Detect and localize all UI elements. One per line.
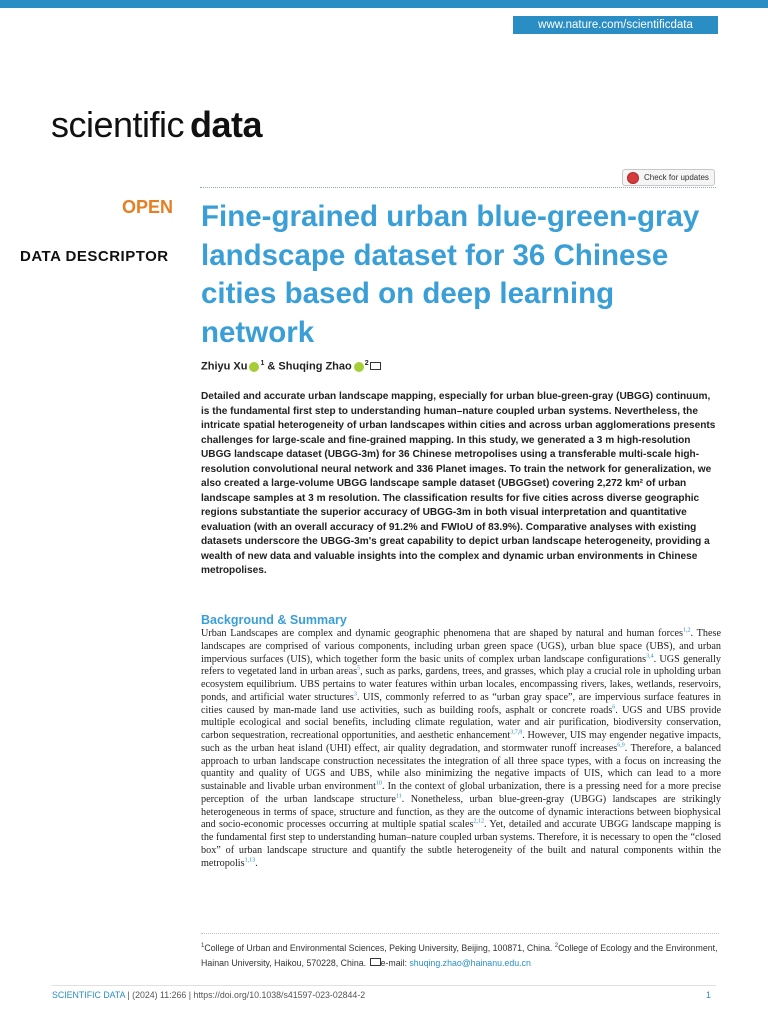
body-text-run: . Yet, detailed and accurate UBGG landscape mapping is the fundamental first step to understanding human–nature coupled urban systems. Therefore, it is necessary to open the “closed box” of urban landscape structure and quantify the subtle heterogeneity of the built and natural components within the metropolis	[201, 819, 721, 869]
body-paragraph	[201, 628, 721, 870]
footer-journal-word: DATA	[103, 990, 125, 1000]
body-text-run: , such as parks, gardens, trees, and grasses, which play a crucial role in upholding urban ecosystem equilibrium. UBS pertains to water features within urban locales, encompassing rivers, lakes, wetlands, reservoirs, ponds, and artificial water structures	[201, 666, 721, 703]
journal-url-link[interactable]: www.nature.com/scientificdata	[513, 16, 718, 34]
citation-ref[interactable]: 2,12	[473, 818, 484, 825]
body-text-run: . However, UIS may engender negative impacts, such as the urban heat island (UHI) effect, air quality degradation, and stormwater runoff increases	[201, 730, 721, 754]
email-icon	[370, 958, 381, 966]
footer-doi[interactable]: | (2024) 11:266 | https://doi.org/10.1038/s41597-023-02844-2	[125, 990, 366, 1000]
affiliation-divider	[201, 933, 719, 934]
affiliation-1: College of Urban and Environmental Sciences, Peking University, Beijing, 100871, China.	[204, 942, 555, 953]
check-for-updates-button[interactable]	[622, 169, 715, 186]
citation-ref[interactable]: 3,4	[646, 653, 654, 660]
citation-ref[interactable]: 3	[353, 691, 357, 698]
author-name[interactable]: Shuqing Zhao	[278, 360, 352, 373]
section-heading: Background & Summary	[201, 613, 347, 627]
citation-ref[interactable]: 10	[375, 780, 382, 787]
body-text-run: . UGS generally refers to vegetated land in urban areas	[201, 653, 722, 678]
body-text-run: . UIS, commonly referred to as “urban gray space”, are impervious surface features in cities caused by man-made land use activities, such as building roofs, asphalt or concrete roads	[201, 691, 721, 716]
logo-word-scientific: scientific	[51, 104, 185, 145]
abstract: Detailed and accurate urban landscape mapping, especially for urban blue-green-gray (UBGG) continuum, is the fundamental first step to understanding human–nature coupled urban systems. Nevertheless, the intricate spatial heterogeneity of urban landscapes within cities and across urban agglomerations presents challenges for large-scale and fine-grained mapping. In this study, we generated a 3 m high-resolution UBGG landscape dataset (UBGG-3m) for 36 Chinese metropolises using a transferable multi-scale high-resolution convolutional neural network and 336 Planet images. To train the network for generalization, we also created a large-volume UBGG landscape sample dataset (UBGGset) covering 2,272 km² of urban landscape samples at 3 m resolution. The classification results for five cities across diverse geographic regions substantiate the superior accuracy of UBGG-3m in both visual interpretation and quantitative evaluation (with an overall accuracy of 91.2% and FWIoU of 83.9%). Comparative analyses with existing datasets underscore the UBGG-3m's great capability to depict urban landscape heterogeneity, providing a wealth of new data and valuable insights into the complex and dynamic urban environments in Chinese metropolises.	[201, 391, 716, 576]
author-list	[201, 360, 381, 373]
journal-logo	[51, 104, 262, 146]
email-label: e-mail:	[380, 958, 410, 969]
orcid-icon[interactable]	[354, 362, 364, 372]
footer-divider	[52, 985, 716, 986]
check-updates-icon	[627, 172, 639, 184]
affiliation-number: 1	[201, 943, 205, 949]
author-affiliation-ref: 2	[364, 360, 369, 367]
open-access-label: OPEN	[122, 197, 174, 217]
article-type-label: DATA DESCRIPTOR	[20, 248, 169, 265]
email-link[interactable]: shuqing.zhao@hainanu.edu.cn	[409, 958, 531, 969]
header-divider	[200, 187, 716, 188]
affiliation-2: College of Ecology and the Environment, Hainan University, Haikou, 570228, China.	[201, 942, 718, 969]
citation-ref[interactable]: 5	[357, 665, 361, 672]
footer-citation	[52, 990, 365, 1000]
citation-ref[interactable]: 1,13	[244, 857, 256, 864]
page-number: 1	[706, 990, 711, 1000]
affiliation-number: 2	[554, 943, 559, 949]
footer-journal-word: SCIENTIFIC	[52, 990, 104, 1000]
author-separator: &	[264, 360, 279, 373]
footer-journal-name	[52, 990, 125, 1000]
affiliations	[201, 939, 721, 972]
citation-ref[interactable]: 6,9	[617, 742, 625, 749]
citation-ref[interactable]: 1,2	[682, 627, 691, 634]
article-title: Fine-grained urban blue-green-gray landscape dataset for 36 Chinese cities based on deep learning network	[201, 200, 700, 349]
citation-ref[interactable]: 6	[612, 704, 616, 711]
citation-ref[interactable]: 11	[395, 793, 402, 800]
author-affiliation-ref: 1	[260, 360, 265, 367]
body-text-run: . Therefore, a balanced approach to urban landscape construction necessitates the integration of all three space types, with a focus on increasing the quantity and quality of UGS and UBS, while also minimizing the negative impacts of UIS, which can lead to a more sustainable and livable urban environment	[201, 742, 721, 792]
body-text-run: . Nonetheless, urban blue-green-gray (UBGG) landscapes are strikingly heterogeneous in terms of space, structure and function, as they are the outcome of dynamic interactions between biophysical and socio-economic processes occurring at multiple spatial scales	[201, 793, 721, 831]
check-updates-label: Check for updates	[644, 173, 709, 182]
body-text-run: .	[255, 857, 258, 869]
body-text-run: . UGS and UBS provide multiple ecological and social benefits, including climate regulation, water and air purification, biodiversity conservation, carbon sequestration, recreational opportunities, and aesthetic enhancement	[201, 704, 721, 741]
body-text-run: Urban Landscapes are complex and dynamic geographic phenomena that are shaped by natural and human forces	[201, 628, 683, 639]
orcid-icon[interactable]	[249, 362, 259, 372]
body-text-run: . These landscapes are comprised of various components, including urban green space (UGS), urban blue space (UBS), and urban impervious surfaces (UIS), which together form the basic units of complex urban landscape configurations	[201, 628, 722, 665]
citation-ref[interactable]: 3,7,8	[510, 729, 523, 736]
top-accent-bar	[0, 0, 768, 8]
body-text-run: . In the context of global urbanization, there is a pressing need for a more precise perception of the urban landscape structure	[201, 781, 721, 805]
author-name[interactable]: Zhiyu Xu	[201, 360, 248, 373]
email-icon[interactable]	[370, 362, 381, 370]
logo-word-data: data	[190, 104, 263, 145]
